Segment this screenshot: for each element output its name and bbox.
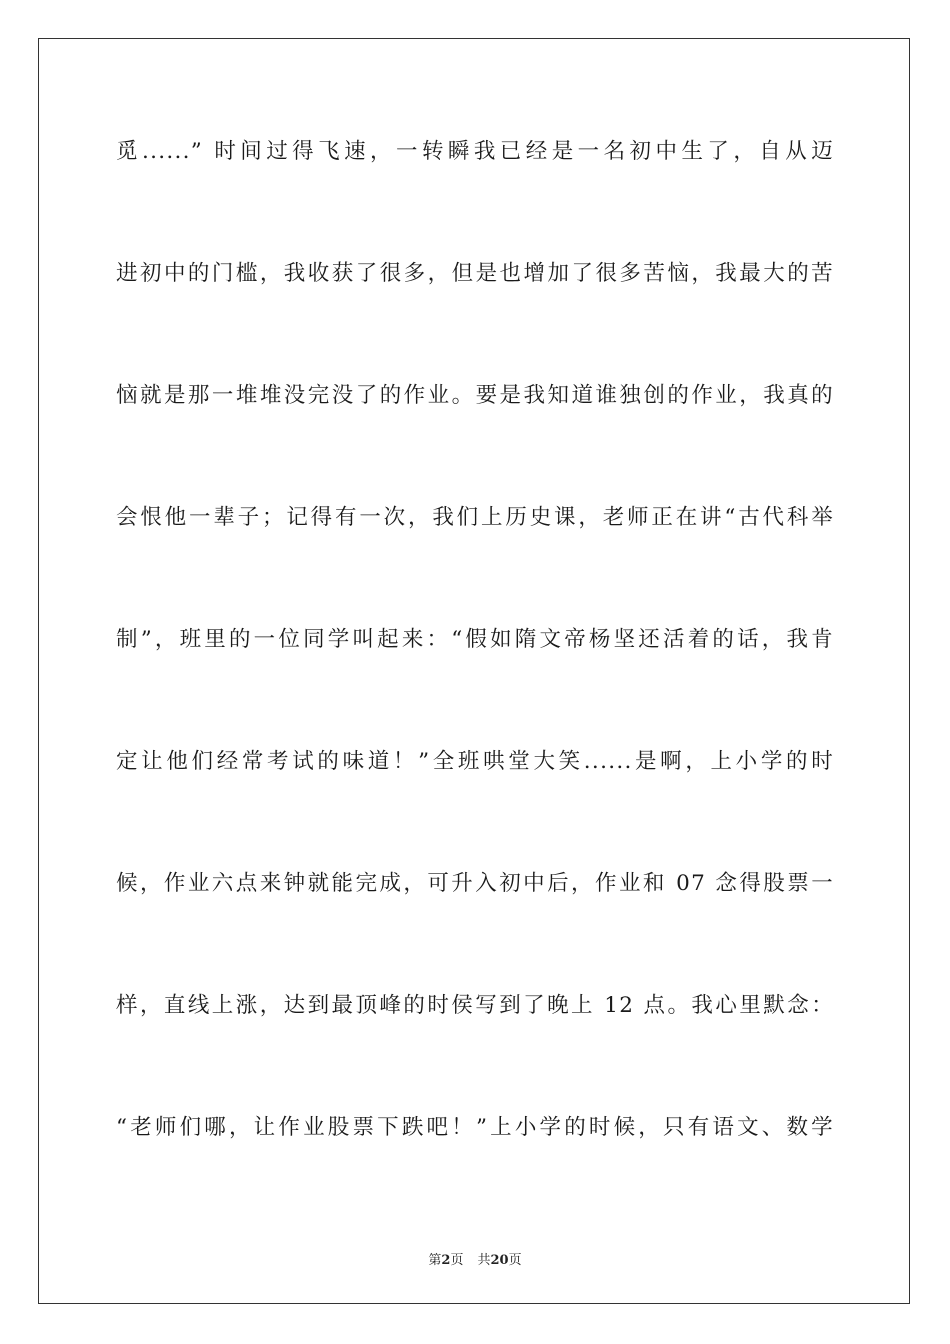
text-line: 候，作业六点来钟就能完成，可升入初中后，作业和 07 念得股票一 xyxy=(116,871,834,896)
total-suffix: 页 xyxy=(508,1253,522,1268)
text-line: 恼就是那一堆堆没完没了的作业。要是我知道谁独创的作业，我真的 xyxy=(116,383,834,408)
page-footer xyxy=(0,1249,950,1268)
total-prefix: 共 xyxy=(477,1253,491,1268)
page-prefix: 第 xyxy=(428,1253,442,1268)
text-line: 进初中的门槛，我收获了很多，但是也增加了很多苦恼，我最大的苦 xyxy=(116,261,834,286)
text-line: “老师们哪，让作业股票下跌吧！”上小学的时候，只有语文、数学 xyxy=(116,1115,834,1140)
page-number: 2 xyxy=(441,1253,451,1268)
text-line: 觅......” 时间过得飞速，一转瞬我已经是一名初中生了，自从迈 xyxy=(116,139,834,164)
page-suffix: 页 xyxy=(450,1253,464,1268)
total-pages: 20 xyxy=(490,1253,509,1268)
text-line: 制”，班里的一位同学叫起来：“假如隋文帝杨坚还活着的话，我肯 xyxy=(116,627,834,652)
text-line: 样，直线上涨，达到最顶峰的时侯写到了晚上 12 点。我心里默念： xyxy=(116,993,834,1018)
text-line: 定让他们经常考试的味道！”全班哄堂大笑......是啊，上小学的时 xyxy=(116,749,834,774)
text-line: 会恨他一辈子；记得有一次，我们上历史课，老师正在讲“古代科举 xyxy=(116,505,834,530)
document-body xyxy=(116,132,834,1148)
